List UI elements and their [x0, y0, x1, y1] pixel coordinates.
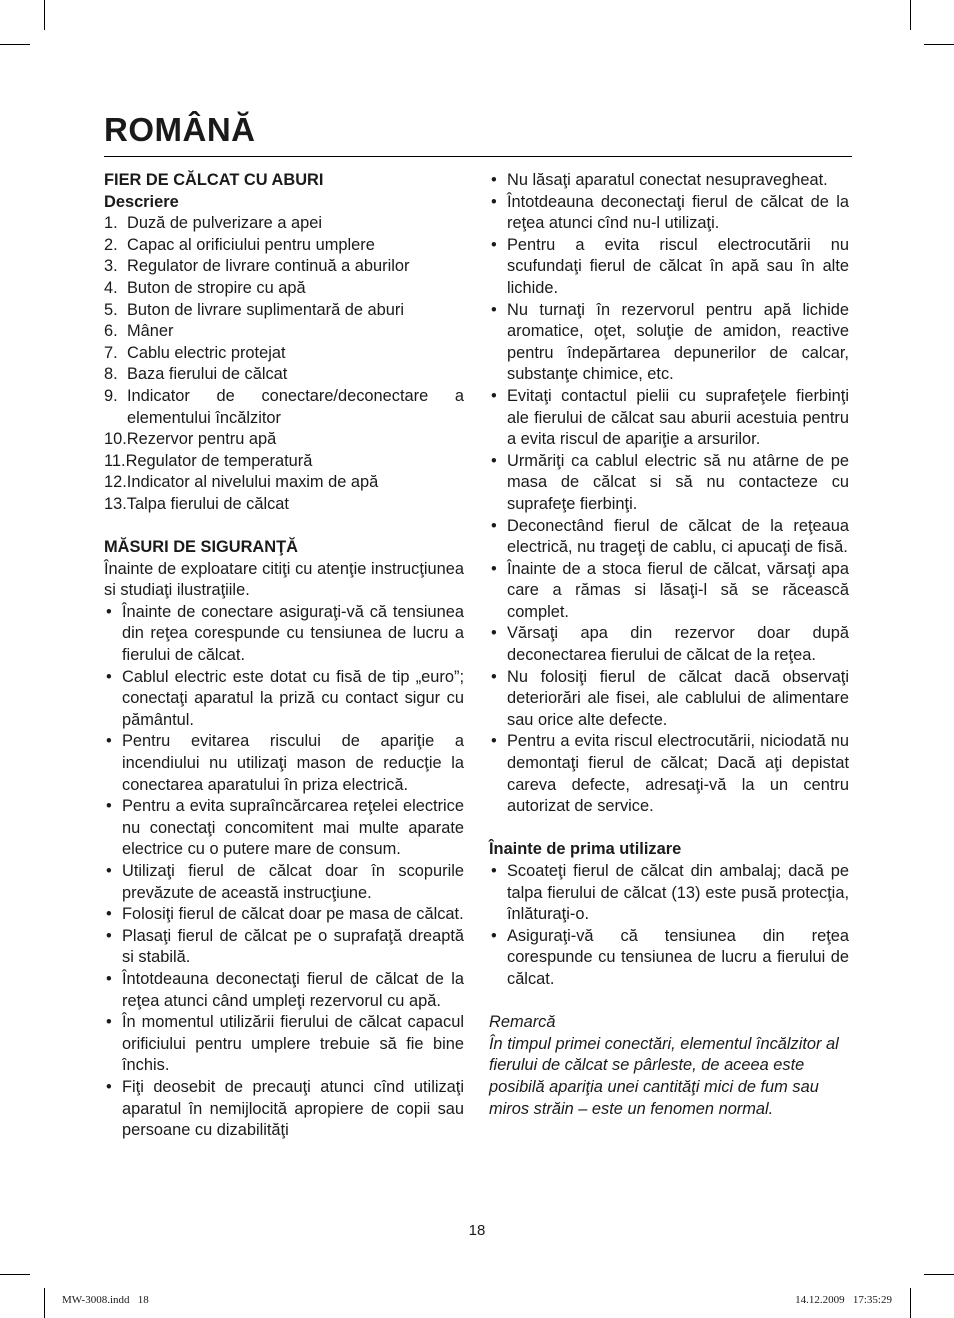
list-item: • Pentru evitarea riscului de apariţie a incendiului nu utilizaţi mason de reducţie la conectarea aparatului în priza electrică.	[104, 731, 464, 796]
list-item: 5. Buton de livrare suplimentară de aburi	[104, 300, 404, 319]
crop-mark	[924, 1274, 954, 1275]
list-item: • Pentru a evita supraîncărcarea reţelei electrice nu conectaţi concomitent mai multe aparate electrice cu o putere mare de consum.	[104, 796, 464, 861]
page-title: ROMÂNĂ	[104, 111, 256, 148]
timestamp-slug: 14.12.2009 17:35:29	[795, 1294, 892, 1306]
description-heading: Descriere	[104, 192, 179, 211]
list-item: • Cablul electric este dotat cu fisă de tip „euro”; conectaţi aparatul la priză cu contact sigur cu pământul.	[104, 667, 464, 732]
first-use-list	[489, 861, 849, 991]
list-item: • Folosiţi fierul de călcat doar pe masa de călcat.	[104, 904, 464, 926]
safety-list-continued	[489, 170, 849, 818]
list-item: 13.Talpa fierului de călcat	[104, 494, 289, 513]
list-item: 12.Indicator al nivelului maxim de apă	[104, 473, 379, 492]
list-item: • Întotdeauna deconectaţi fierul de călcat de la reţea atunci când umpleţi rezervorul cu apă.	[104, 969, 464, 1012]
list-item: • Nu lăsaţi aparatul conectat nesupravegheat.	[489, 170, 849, 192]
list-item: 1. Duză de pulverizare a apei	[104, 214, 322, 233]
right-column	[489, 170, 849, 1120]
list-item: • Urmăriţi ca cablul electric să nu atârne de pe masa de călcat si să nu contacteze cu suprafeţe fierbinţi.	[489, 451, 849, 516]
list-item: • Evitaţi contactul pielii cu suprafeţele fierbinţi ale fierului de călcat sau aburii acestuia pentru a evita riscul de apariţie a arsurilor.	[489, 386, 849, 451]
list-item: 7. Cablu electric protejat	[104, 343, 286, 362]
safety-list	[104, 602, 464, 1142]
list-item: 2. Capac al orificiului pentru umplere	[104, 235, 375, 254]
list-item: • Nu folosiţi fierul de călcat dacă observaţi deteriorări ale fisei, ale cablului de alimentare sau orice alte defecte.	[489, 667, 849, 732]
safety-intro: Înainte de exploatare citiţi cu atenţie instrucţiunea si studiaţi ilustraţiile.	[104, 559, 464, 600]
page-number: 18	[468, 1222, 486, 1239]
first-use-heading: Înainte de prima utilizare	[489, 840, 682, 859]
crop-mark	[0, 1274, 30, 1275]
list-item: • În momentul utilizării fierului de călcat capacul orificiului pentru umplere trebuie să fie bine închis.	[104, 1012, 464, 1077]
list-item: • Plasaţi fierul de călcat pe o suprafaţă dreaptă si stabilă.	[104, 926, 464, 969]
crop-mark	[44, 1288, 45, 1318]
list-item: • Întotdeauna deconectaţi fierul de călcat de la reţea atunci cînd nu-l utilizaţi.	[489, 192, 849, 235]
parts-list-continued	[104, 429, 464, 515]
parts-list	[104, 213, 464, 429]
file-name-slug: MW-3008.indd 18	[62, 1294, 149, 1306]
list-item: 4. Buton de stropire cu apă	[104, 278, 306, 297]
list-item: 11.Regulator de temperatură	[104, 451, 313, 470]
list-item: • Înainte de a stoca fierul de călcat, vărsaţi apa care a rămas si lăsaţi-l să se răcească complet.	[489, 559, 849, 624]
list-item: 8. Baza fierului de călcat	[104, 365, 288, 384]
crop-mark	[924, 44, 954, 45]
list-item: • Pentru a evita riscul electrocutării, niciodată nu demontaţi fierul de călcat; Dacă aţi depistat careva defecte, adresaţi-vă la un centru autorizat de service.	[489, 731, 849, 817]
list-item: • Nu turnaţi în rezervorul pentru apă lichide aromatice, oţet, soluţie de amidon, reactive pentru îndepărtarea depunerilor de calcar, substanţe chimice, etc.	[489, 300, 849, 386]
list-item: • Înainte de conectare asiguraţi-vă că tensiunea din reţea corespunde cu tensiunea de lucru a fierului de călcat.	[104, 602, 464, 667]
list-item: • Pentru a evita riscul electrocutării nu scufundaţi fierul de călcat în apă sau în alte lichide.	[489, 235, 849, 300]
list-item: 9. Indicator de conectare/deconectare a elementului încălzitor	[104, 386, 464, 427]
list-item: 6. Mâner	[104, 322, 174, 341]
list-item: • Asiguraţi-vă că tensiunea din reţea corespunde cu tensiunea de lucru a fierului de călcat.	[489, 926, 849, 991]
crop-mark	[910, 0, 911, 30]
crop-mark	[910, 1288, 911, 1318]
left-column	[104, 170, 464, 1142]
note-text: În timpul primei conectări, elementul încălzitor al fierului de călcat se pârleste, de aceea este posibilă apariţia unei cantităţi mici de fum sau miros străin – este un fenomen normal.	[489, 1034, 839, 1118]
crop-mark	[44, 0, 45, 30]
list-item: • Vărsaţi apa din rezervor doar după deconectarea fierului de călcat de la reţea.	[489, 623, 849, 666]
list-item: 10.Rezervor pentru apă	[104, 430, 277, 449]
list-item: 3. Regulator de livrare continuă a aburilor	[104, 257, 410, 276]
crop-mark	[0, 44, 30, 45]
list-item: • Fiţi deosebit de precauţi atunci cînd utilizaţi aparatul în nemijlocită apropiere de copii sau persoane cu dizabilităţi	[104, 1077, 464, 1142]
title-divider	[104, 156, 852, 157]
note-heading: Remarcă	[489, 1013, 556, 1032]
list-item: • Scoateţi fierul de călcat din ambalaj; dacă pe talpa fierului de călcat (13) este pusă protecţia, înlăturaţi-o.	[489, 861, 849, 926]
product-title: FIER DE CĂLCAT CU ABURI	[104, 171, 324, 189]
list-item: • Deconectând fierul de călcat de la reţeaua electrică, nu trageţi de cablu, ci apucaţi de fisă.	[489, 516, 849, 559]
list-item: • Utilizaţi fierul de călcat doar în scopurile prevăzute de această instrucţiune.	[104, 861, 464, 904]
safety-heading: MĂSURI DE SIGURANŢĂ	[104, 538, 298, 557]
